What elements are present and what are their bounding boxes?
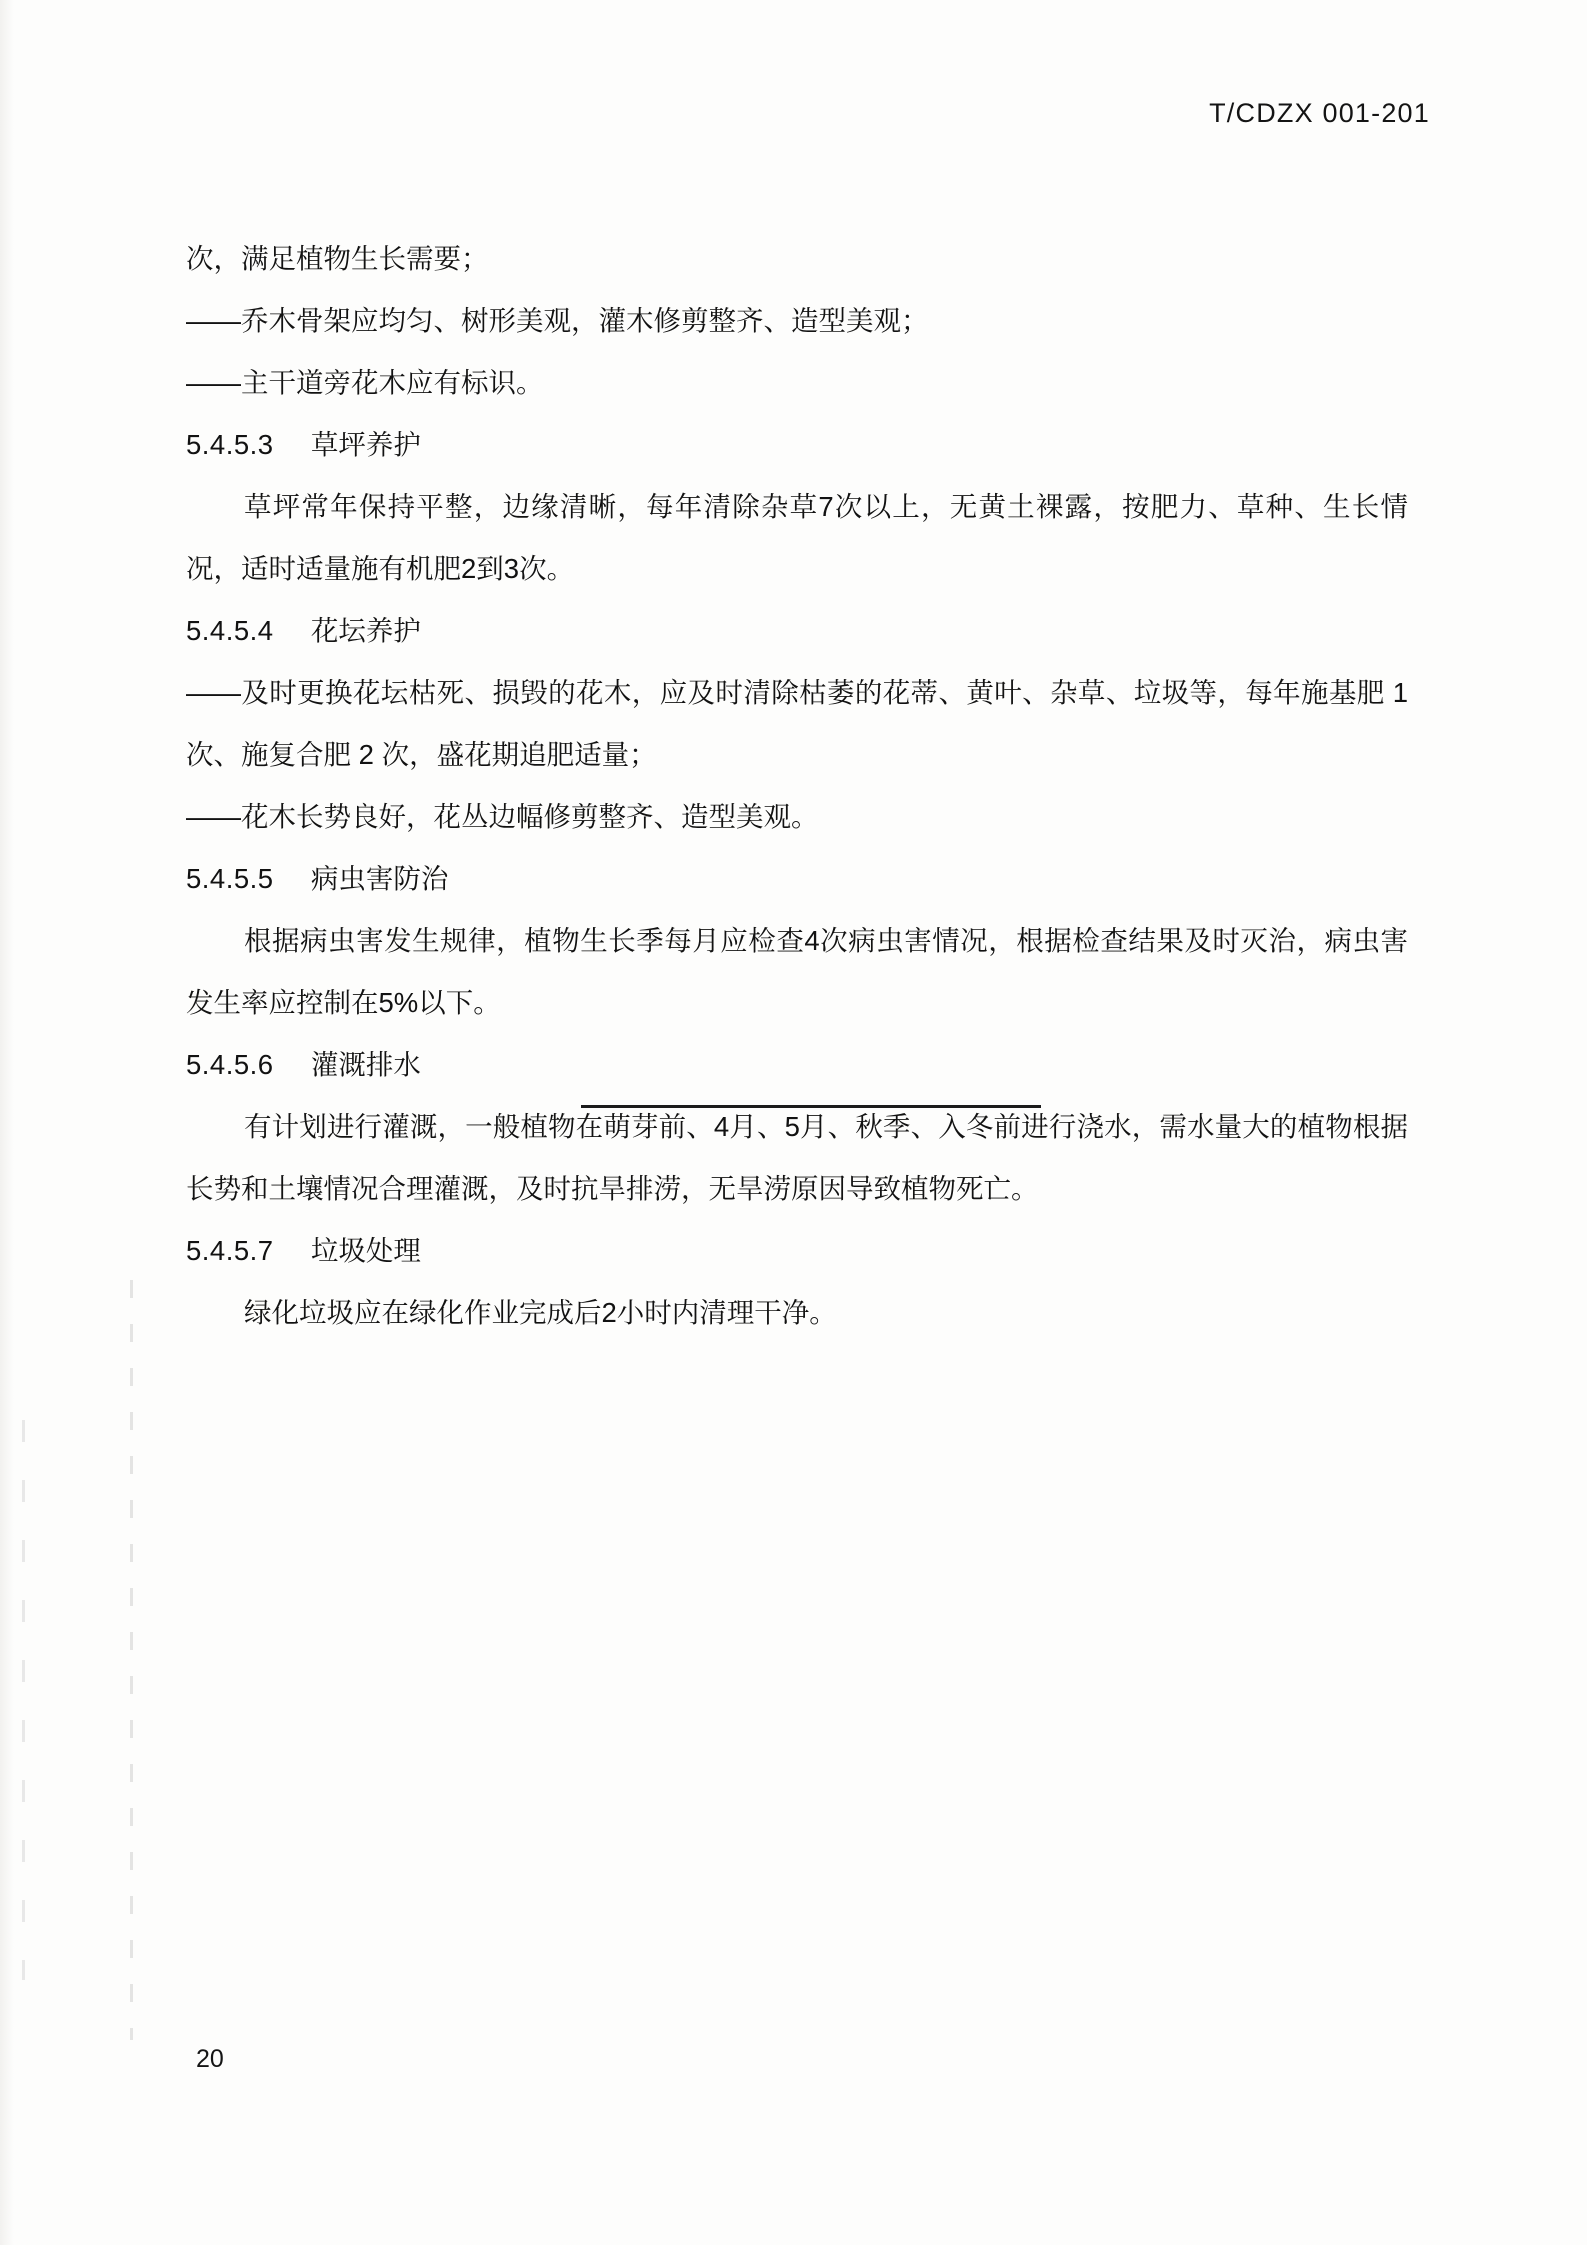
heading-title: 病虫害防治 (310, 863, 449, 894)
heading-title: 垃圾处理 (310, 1235, 421, 1266)
heading-title: 灌溉排水 (310, 1049, 421, 1080)
list-item-dash-main-road-sign: ——主干道旁花木应有标识。 (186, 367, 544, 398)
section-end-rule (581, 1105, 1041, 1108)
heading-5-4-5-4 (186, 600, 1408, 662)
section-end-rule-wrapper (0, 1095, 1587, 1113)
paragraph-irrigation-drainage: 有计划进行灌溉，一般植物在萌芽前、4月、5月、秋季、入冬前进行浇水，需水量大的植物根据长势和土壤情况合理灌溉，及时抗旱排涝，无旱涝原因导致植物死亡。 (186, 1111, 1408, 1204)
document-body (186, 228, 1408, 1344)
heading-number: 5.4.5.4 (186, 615, 274, 646)
document-header-standard-code: T/CDZX 001-201 (1209, 98, 1430, 128)
scan-artifact-dashes-outer (22, 1420, 25, 1980)
heading-5-4-5-6 (186, 1034, 1408, 1096)
heading-number: 5.4.5.7 (186, 1235, 274, 1266)
list-item-dash-flower-growth: ——花木长势良好，花丛边幅修剪整齐、造型美观。 (186, 801, 819, 832)
heading-5-4-5-3 (186, 414, 1408, 476)
paragraph-pest-control: 根据病虫害发生规律，植物生长季每月应检查4次病虫害情况，根据检查结果及时灭治，病虫害发生率应控制在5%以下。 (186, 925, 1408, 1018)
heading-title: 花坛养护 (310, 615, 421, 646)
paragraph-waste-disposal: 绿化垃圾应在绿化作业完成后2小时内清理干净。 (244, 1297, 837, 1328)
heading-number: 5.4.5.5 (186, 863, 274, 894)
heading-5-4-5-5 (186, 848, 1408, 910)
heading-title: 草坪养护 (310, 429, 421, 460)
scan-edge-shadow (0, 0, 14, 2245)
list-item-dash-tree-frame: ——乔木骨架应均匀、树形美观，灌木修剪整齐、造型美观； (186, 305, 929, 336)
page-number: 20 (196, 2045, 224, 2073)
heading-number: 5.4.5.3 (186, 429, 274, 460)
heading-number: 5.4.5.6 (186, 1049, 274, 1080)
scan-artifact-dashes-inner (130, 1280, 133, 2040)
paragraph-lawn-maintenance: 草坪常年保持平整，边缘清晰，每年清除杂草7次以上，无黄土裸露，按肥力、草种、生长情况，适时适量施有机肥2到3次。 (186, 491, 1408, 584)
paragraph-continuation: 次，满足植物生长需要； (186, 243, 489, 274)
heading-5-4-5-7 (186, 1220, 1408, 1282)
list-item-dash-flowerbed-replacement: ——及时更换花坛枯死、损毁的花木，应及时清除枯萎的花蒂、黄叶、杂草、垃圾等，每年施基肥 1 次、施复合肥 2 次，盛花期追肥适量； (186, 677, 1408, 770)
